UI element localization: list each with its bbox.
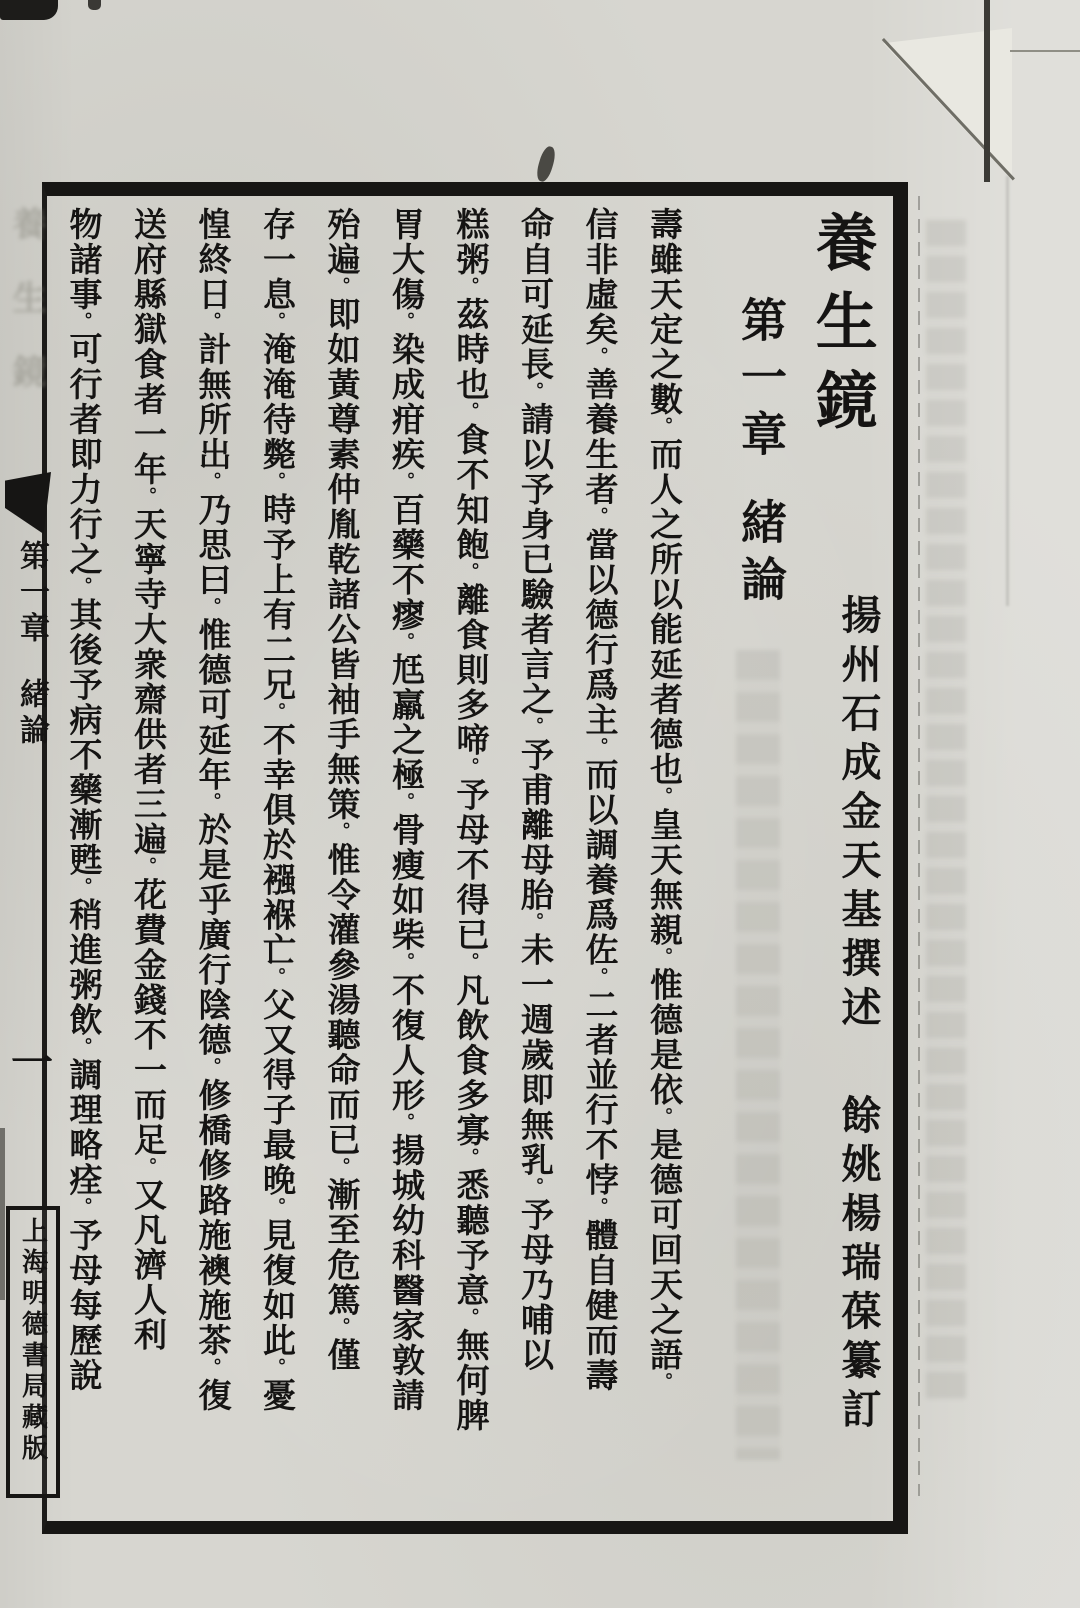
body-text-column: 惶終日。計無所出。乃思曰。惟德可延年。於是乎廣行陰德。修橋修路施襖施茶。復 [193,207,230,1413]
page-edge-line [918,196,920,1496]
ink-smudge [88,0,101,10]
section-heading: 緒論 [735,498,786,612]
margin-fishtail-marker [5,472,51,534]
publisher-colophon: 上海明德書局藏版 [18,1217,48,1465]
publisher-colophon-box [6,1206,60,1498]
paper-crease [1006,176,1009,606]
ink-smudge [534,145,557,183]
ink-smudge [0,0,58,20]
body-text-column: 胃大傷。染成疳疾。百藥不瘳。尪羸之極。骨瘦如柴。不復人形。揚城幼科醫家敦請 [387,207,423,1413]
chapter-heading: 第一章 [735,296,786,467]
margin-chapter-label: 第一章 [15,540,48,648]
body-text-column: 殆遍。即如黃尊素仲胤乾諸公皆袖手無策。惟令灌參湯聽命而已。漸至危篤。僅 [322,207,359,1373]
body-text-column: 存一息。淹淹待斃。時予上有二兄。不幸俱於襁褓亡。父又得子最晚。見復如此。憂 [258,207,294,1413]
bleedthrough-column [926,220,966,1400]
bleedthrough-text: 養生鏡 [7,206,44,428]
body-text-column: 信非虛矣。善養生者。當以德行爲主。而以調養爲佐。二者並行不悖。體自健而壽 [580,207,617,1393]
body-text-column: 壽雖天定之數。而人之所以能延者德也。皇天無親。惟德是依。是德可回天之語。 [645,207,681,1393]
margin-section-label: 緒論 [15,678,48,750]
ink-smudge [0,1128,5,1300]
book-title: 養生鏡 [806,210,875,447]
body-text-column: 送府縣獄食者一年。天寧寺大衆齋供者三遍。花費金錢不一而足。又凡濟人利 [129,207,165,1353]
body-text-column: 物諸事。可行者即力行之。其後予病不藥漸甦。稍進粥飲。調理略痊。予母每歷說 [64,207,101,1393]
editor-attribution: 餘姚楊瑞葆纂訂 [836,1094,881,1437]
body-text-column: 糕粥。茲時也。食不知飽。離食則多啼。予母不得已。凡飲食多寡。悉聽予意。無何脾 [451,207,488,1434]
page-number: 一 [11,1041,54,1087]
body-text-columns [50,207,695,1537]
page-edge-line [1010,50,1080,52]
page-edge-line [984,0,990,182]
body-text-column: 命自可延長。請以予身已驗者言之。予甫離母胎。未一週歲即無乳。予母乃哺以 [516,207,552,1373]
author-attribution: 揚州石成金天基撰述 [836,594,881,1035]
